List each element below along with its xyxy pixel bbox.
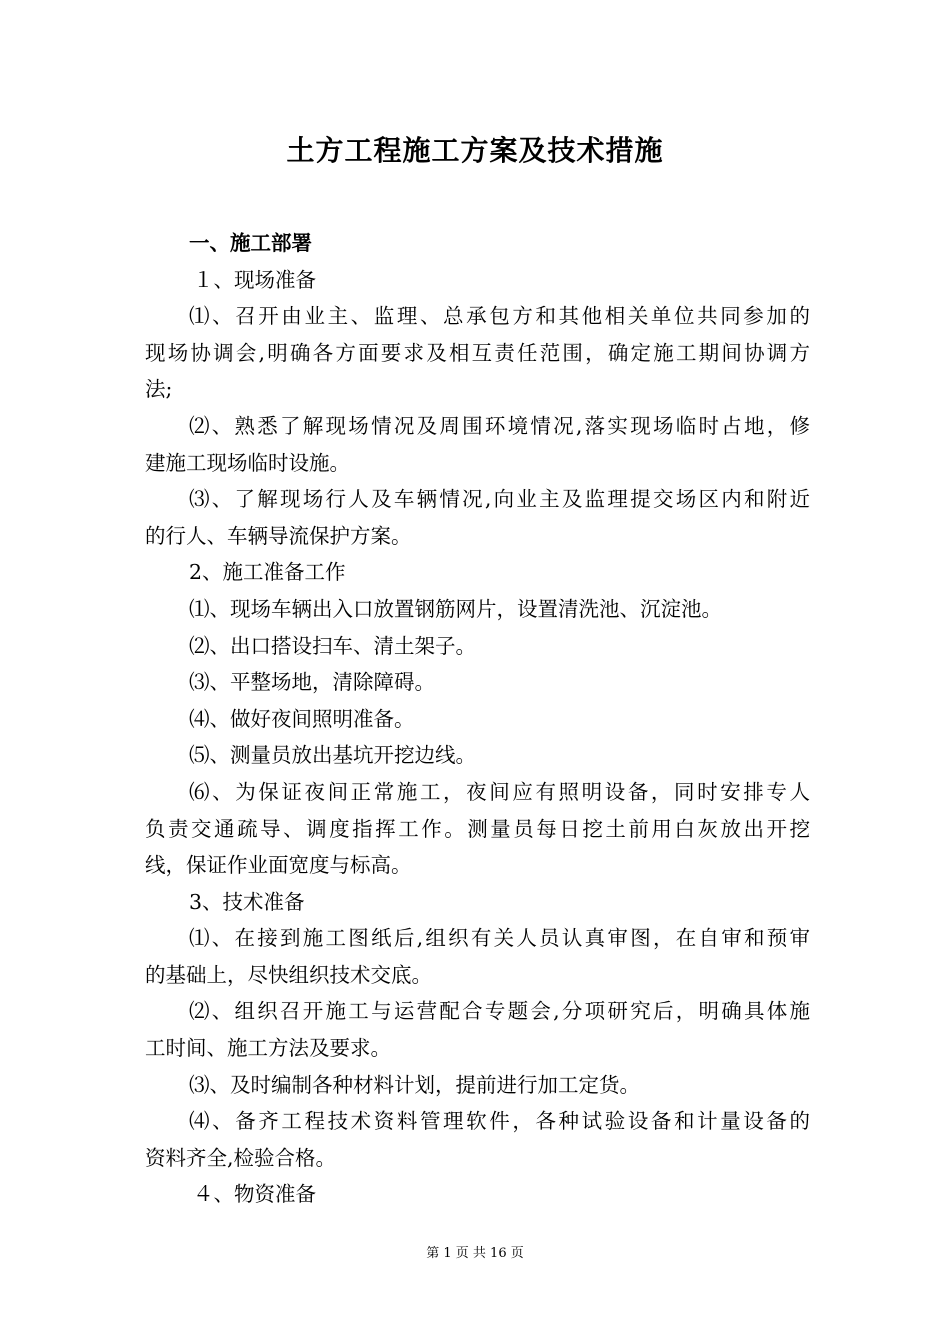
paragraph-line: ⑵、出口搭设扫车、清土架子。 xyxy=(189,633,476,658)
paragraph-line: ⑸、测量员放出基坑开挖边线。 xyxy=(189,743,476,768)
paragraph-line: ⑴、现场车辆出入口放置钢筋网片，设置清洗池、沉淀池。 xyxy=(189,596,722,621)
paragraph-line: ⑹、为保证夜间正常施工，夜间应有照明设备，同时安排专人 xyxy=(189,779,810,804)
paragraph-line: ⑵、组织召开施工与运营配合专题会,分项研究后，明确具体施 xyxy=(189,999,810,1024)
paragraph-line: ⑶、及时编制各种材料计划，提前进行加工定货。 xyxy=(189,1072,640,1097)
paragraph-line: ⑴、在接到施工图纸后,组织有关人员认真审图，在自审和预审 xyxy=(189,926,810,951)
subsection-heading: 3、技术准备 xyxy=(189,889,305,914)
paragraph-line: ⑷、做好夜间照明准备。 xyxy=(189,706,415,731)
paragraph-line: ⑶、了解现场行人及车辆情况,向业主及监理提交场区内和附近 xyxy=(189,487,810,512)
subsection-heading: 2、施工准备工作 xyxy=(189,560,346,585)
paragraph-line: 负责交通疏导、调度指挥工作。测量员每日挖土前用白灰放出开挖 xyxy=(145,816,810,841)
page-footer: 第 1 页 共 16 页 xyxy=(426,1246,524,1261)
paragraph-line: 法; xyxy=(145,377,173,402)
paragraph-line: 的行人、车辆导流保护方案。 xyxy=(145,523,412,548)
section-heading: 一、施工部署 xyxy=(189,231,312,255)
paragraph-line: 的基础上，尽快组织技术交底。 xyxy=(145,962,432,987)
paragraph-line: ⑷、备齐工程技术资料管理软件，各种试验设备和计量设备的 xyxy=(189,1109,810,1134)
paragraph-line: 工时间、施工方法及要求。 xyxy=(145,1036,391,1061)
paragraph-line: ⑶、平整场地，清除障碍。 xyxy=(189,670,435,695)
paragraph-line: ⑴、召开由业主、监理、总承包方和其他相关单位共同参加的 xyxy=(189,304,810,329)
body-text xyxy=(145,225,810,1213)
paragraph-line: 线，保证作业面宽度与标高。 xyxy=(145,853,412,878)
subsection-heading: １、现场准备 xyxy=(193,267,316,292)
paragraph-line: ⑵、熟悉了解现场情况及周围环境情况,落实现场临时占地，修 xyxy=(189,413,810,438)
paragraph-line: 现场协调会,明确各方面要求及相互责任范围，确定施工期间协调方 xyxy=(145,340,810,365)
subsection-heading: ４、物资准备 xyxy=(193,1182,316,1207)
paragraph-line: 资料齐全,检验合格。 xyxy=(145,1145,337,1170)
paragraph-line: 建施工现场临时设施。 xyxy=(145,450,350,475)
page-title: 土方工程施工方案及技术措施 xyxy=(286,134,664,167)
